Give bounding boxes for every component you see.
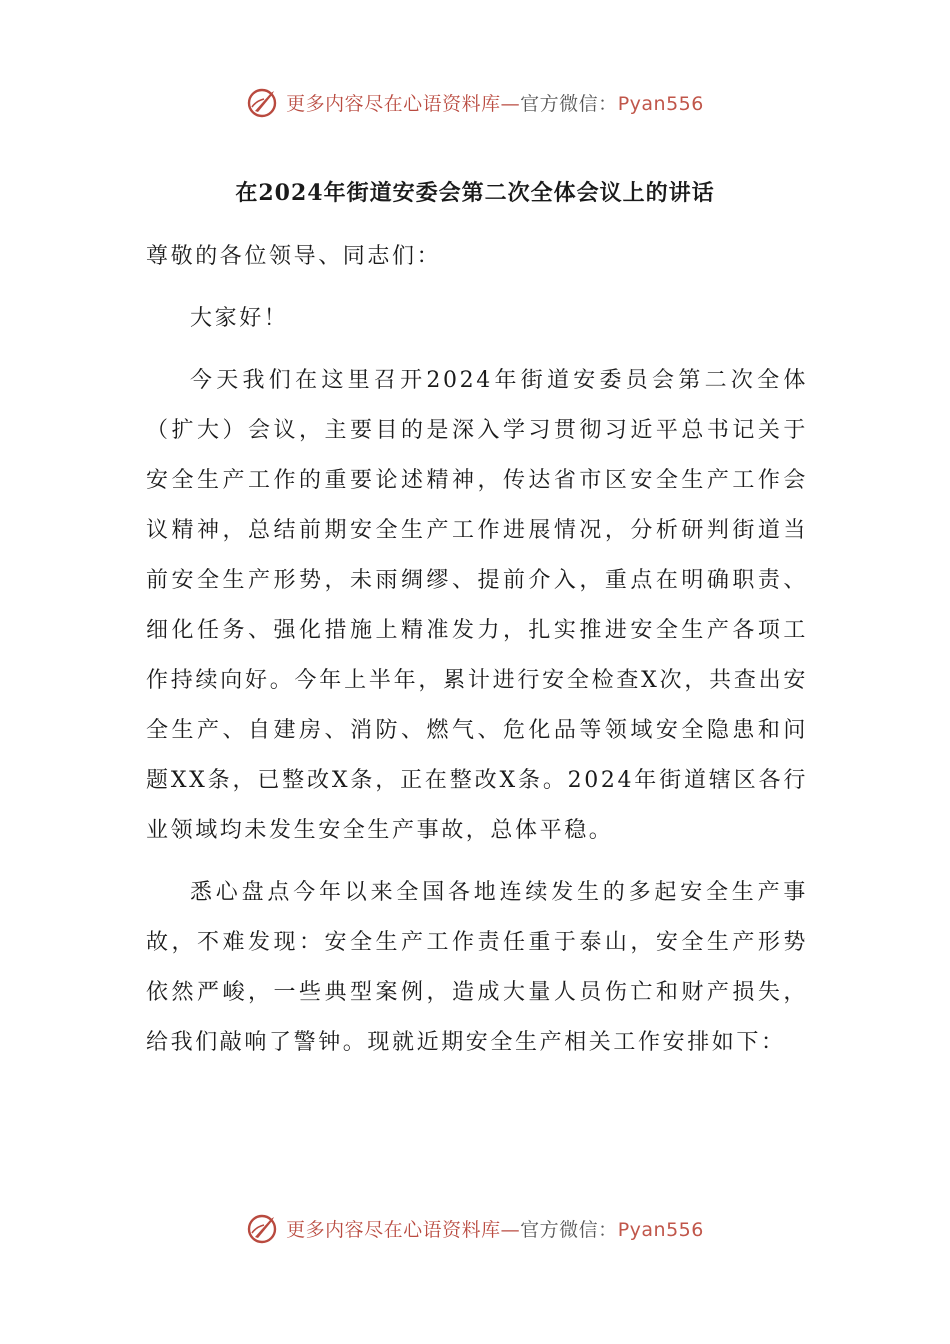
banner-wechat-id: Pyan556 <box>617 92 704 115</box>
banner-wechat-label: 官方微信： <box>520 92 618 115</box>
quill-logo-icon <box>246 1211 280 1245</box>
document-title: 在2024年街道安委会第二次全体会议上的讲话 <box>235 180 715 206</box>
footer-banner <box>0 1208 950 1248</box>
banner-main-text: 更多内容尽在心语资料库 <box>286 92 501 115</box>
quill-logo-icon <box>246 85 280 119</box>
banner-text <box>286 89 704 116</box>
banner-text <box>286 1215 704 1242</box>
banner-separator: — <box>500 1218 521 1241</box>
banner-separator: — <box>500 92 521 115</box>
banner-main-text: 更多内容尽在心语资料库 <box>286 1218 501 1241</box>
document-body <box>146 232 808 1080</box>
banner-wechat-id: Pyan556 <box>617 1218 704 1241</box>
greeting: 大家好！ <box>190 306 289 331</box>
paragraph-1: 今天我们在这里召开2024年街道安委员会第二次全体（扩大）会议，主要目的是深入学习贯彻习近平总书记关于安全生产工作的重要论述精神，传达省市区安全生产工作会议精神，总结前期安全生产工作进展情况，分析研判街道当前安全生产形势，未雨绸缪、提前介入，重点在明确职责、细化任务、强化措施上精准发力，扎实推进安全生产各项工作持续向好。今年上半年，累计进行安全检查X次，共查出安全生产、自建房、消防、燃气、危化品等领域安全隐患和问题XX条，已整改X条，正在整改X条。2024年街道辖区各行业领域均未发生安全生产事故，总体平稳。 <box>146 368 808 843</box>
paragraph-2: 悉心盘点今年以来全国各地连续发生的多起安全生产事故，不难发现：安全生产工作责任重于泰山，安全生产形势依然严峻，一些典型案例，造成大量人员伤亡和财产损失，给我们敲响了警钟。现就近期安全生产相关工作安排如下： <box>146 880 808 1055</box>
salutation: 尊敬的各位领导、同志们： <box>146 244 442 269</box>
header-banner <box>0 82 950 122</box>
banner-wechat-label: 官方微信： <box>520 1218 618 1241</box>
